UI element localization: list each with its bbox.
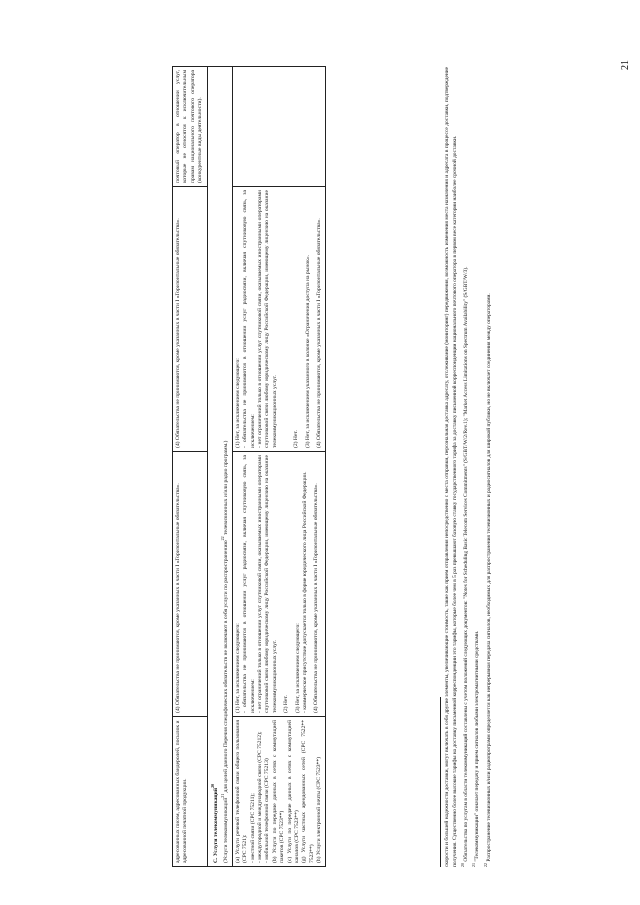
mode-1-heading: (1) Нет, за исключением следующего: — [234, 358, 241, 448]
market-access-cell: (4) Обязательства не принимаются, кроме указанных в части I «Горизонтальные обязательства». — [173, 452, 208, 717]
section-header-row — [207, 67, 232, 867]
footnote-ref: 22 — [219, 536, 225, 541]
sector-cell: (a) Услуги речевой телефонной связи общего пользования (CPC 7521): - местной связи (CPC 75211); - междугородной и международной связи (CPC 75212); - мобильной телефонной связи (CPC 75213) (b) Услуги по передаче данных в сетях с коммутацией пакетов (CPC 7523**) (c) Услуги по передаче данных в сетях с коммутацией каналов (CPC 7523**) (g) Услуги частных арендованных сетей (CPC 7522** 7523**) (h) Услуги электронной почты (CPC 7523**) — [232, 717, 326, 867]
footnote-20: $^{20}$ Обязательства по услугам в области телекоммуникаций составлены с учетом положений следующих документов: "Notes for Scheduling Basic Telecom Services Commitments" (S/GBT/W/2/Rev.1); "Market Access Limitations on Spectrum Availability" (S/GBT/W/3). — [460, 266, 469, 867]
section-title: C. Услуги телекоммуникаций — [212, 787, 219, 863]
national-treatment-cell: (4) Обязательства не принимаются, кроме указанных в части I «Горизонтальные обязательства». — [173, 187, 208, 452]
mode-1-item: - обязательства не принимаются в отношении услуг радиосвязи, включая спутниковую связь, за исключением: — [242, 455, 256, 713]
footnote-21: $^{21}$ "Телекоммуникации" означает передачу и прием сигналов любыми электромагнитными средствами. — [471, 630, 481, 867]
footnote-divider — [440, 697, 441, 867]
mode-1-item: - нет ограничений только в отношении услуг спутниковой связи, оказываемых иностранными операторами спутниковой связи любому юридическому лицу Российской Федерации, имеющему лицензию на оказание телекоммуникационных услуг. — [257, 190, 278, 448]
mode-1-item: - нет ограничений только в отношении услуг спутниковой связи, оказываемых иностранными операторами спутниковой связи любому юридическому лицу Российской Федерации, имеющему лицензию на оказание телекоммуникационных услуг. — [257, 455, 278, 713]
table-row — [173, 67, 208, 867]
table-row — [232, 67, 326, 867]
mode-3-text: (3) Нет, за исключением указанного в колонке «Ограничения доступа на рынок». — [304, 254, 311, 448]
sector-cell: адресованных писем, адресованных бандеролей, посылок и адресованной печатной продукции. — [173, 717, 208, 867]
mode-1-item: - обязательства не принимаются в отношении услуг радиосвязи, включая спутниковую связь, за исключением: — [242, 190, 256, 448]
mode-4-text: (4) Обязательства не принимаются, кроме указанных в части I «Горизонтальные обязательства». — [315, 218, 322, 448]
section-subtitle: (Услуги телекоммуникаций — [222, 797, 229, 863]
footnote-ref: 21 — [219, 793, 225, 798]
footnote-ref: 20 — [209, 783, 215, 788]
mode-3-item: - коммерческое присутствие допускается только в форме юридического лица Российской Федерации. — [301, 471, 308, 713]
page-number: 21 — [620, 60, 631, 70]
section-header — [207, 67, 232, 867]
market-access-cell — [232, 452, 326, 717]
section-subtitle-end: телевизионных и/или радио программ.) — [222, 440, 229, 537]
section-subtitle-rest: для целей данного Перечня специфических обязательств не включают в себя услуги по распространению — [222, 540, 229, 794]
footnotes — [440, 67, 494, 867]
mode-3-heading: (3) Нет, за исключением следующего: — [294, 623, 301, 713]
national-treatment-cell — [232, 187, 326, 452]
footnote-continuation: скорости и большей надежности доставки, могут включать в себя другие элементы, увеличивающие стоимость, такие как прием отправления непосредственно с места отправки, персональная доставка адресату, отслеживание (мониторинг) передвижения, возможность изменения места назначения и адресата в процессе доставки, подтверждение получения. Существенно более высокие тарифы на доставку письменной корреспонденции это тарифы, которые более чем в 5 раз превышают базовую ставку государственного тарифа за доставку письменной корреспонденции национального почтового оператора в первом весе категории наиболее срочной доставки. — [444, 67, 458, 867]
mode-2-text: (2) Нет. — [293, 430, 300, 448]
mode-2-text: (2) Нет. — [283, 695, 290, 713]
mode-1-heading: (1) Нет, за исключением следующего: — [234, 623, 241, 713]
schedule-table — [172, 66, 326, 867]
mode-4-text: (4) Обязательства не принимаются, кроме указанных в части I «Горизонтальные обязательства». — [313, 483, 320, 713]
additional-commitments-cell — [232, 67, 326, 187]
footnote-22: $^{22}$ Распространение телевизионных и/или радиопрограмм определяется как непрерывная передача сигналов, необходимых для распространения телевизионных и радиосигналов для широкой публики, но не включает соединения между операторами. — [482, 293, 492, 867]
additional-commitments-cell: почтовый оператор в отношении услуг, которые не относятся к исключительным правам национального почтового оператора (конкурентные виды деятельности). — [173, 67, 208, 187]
